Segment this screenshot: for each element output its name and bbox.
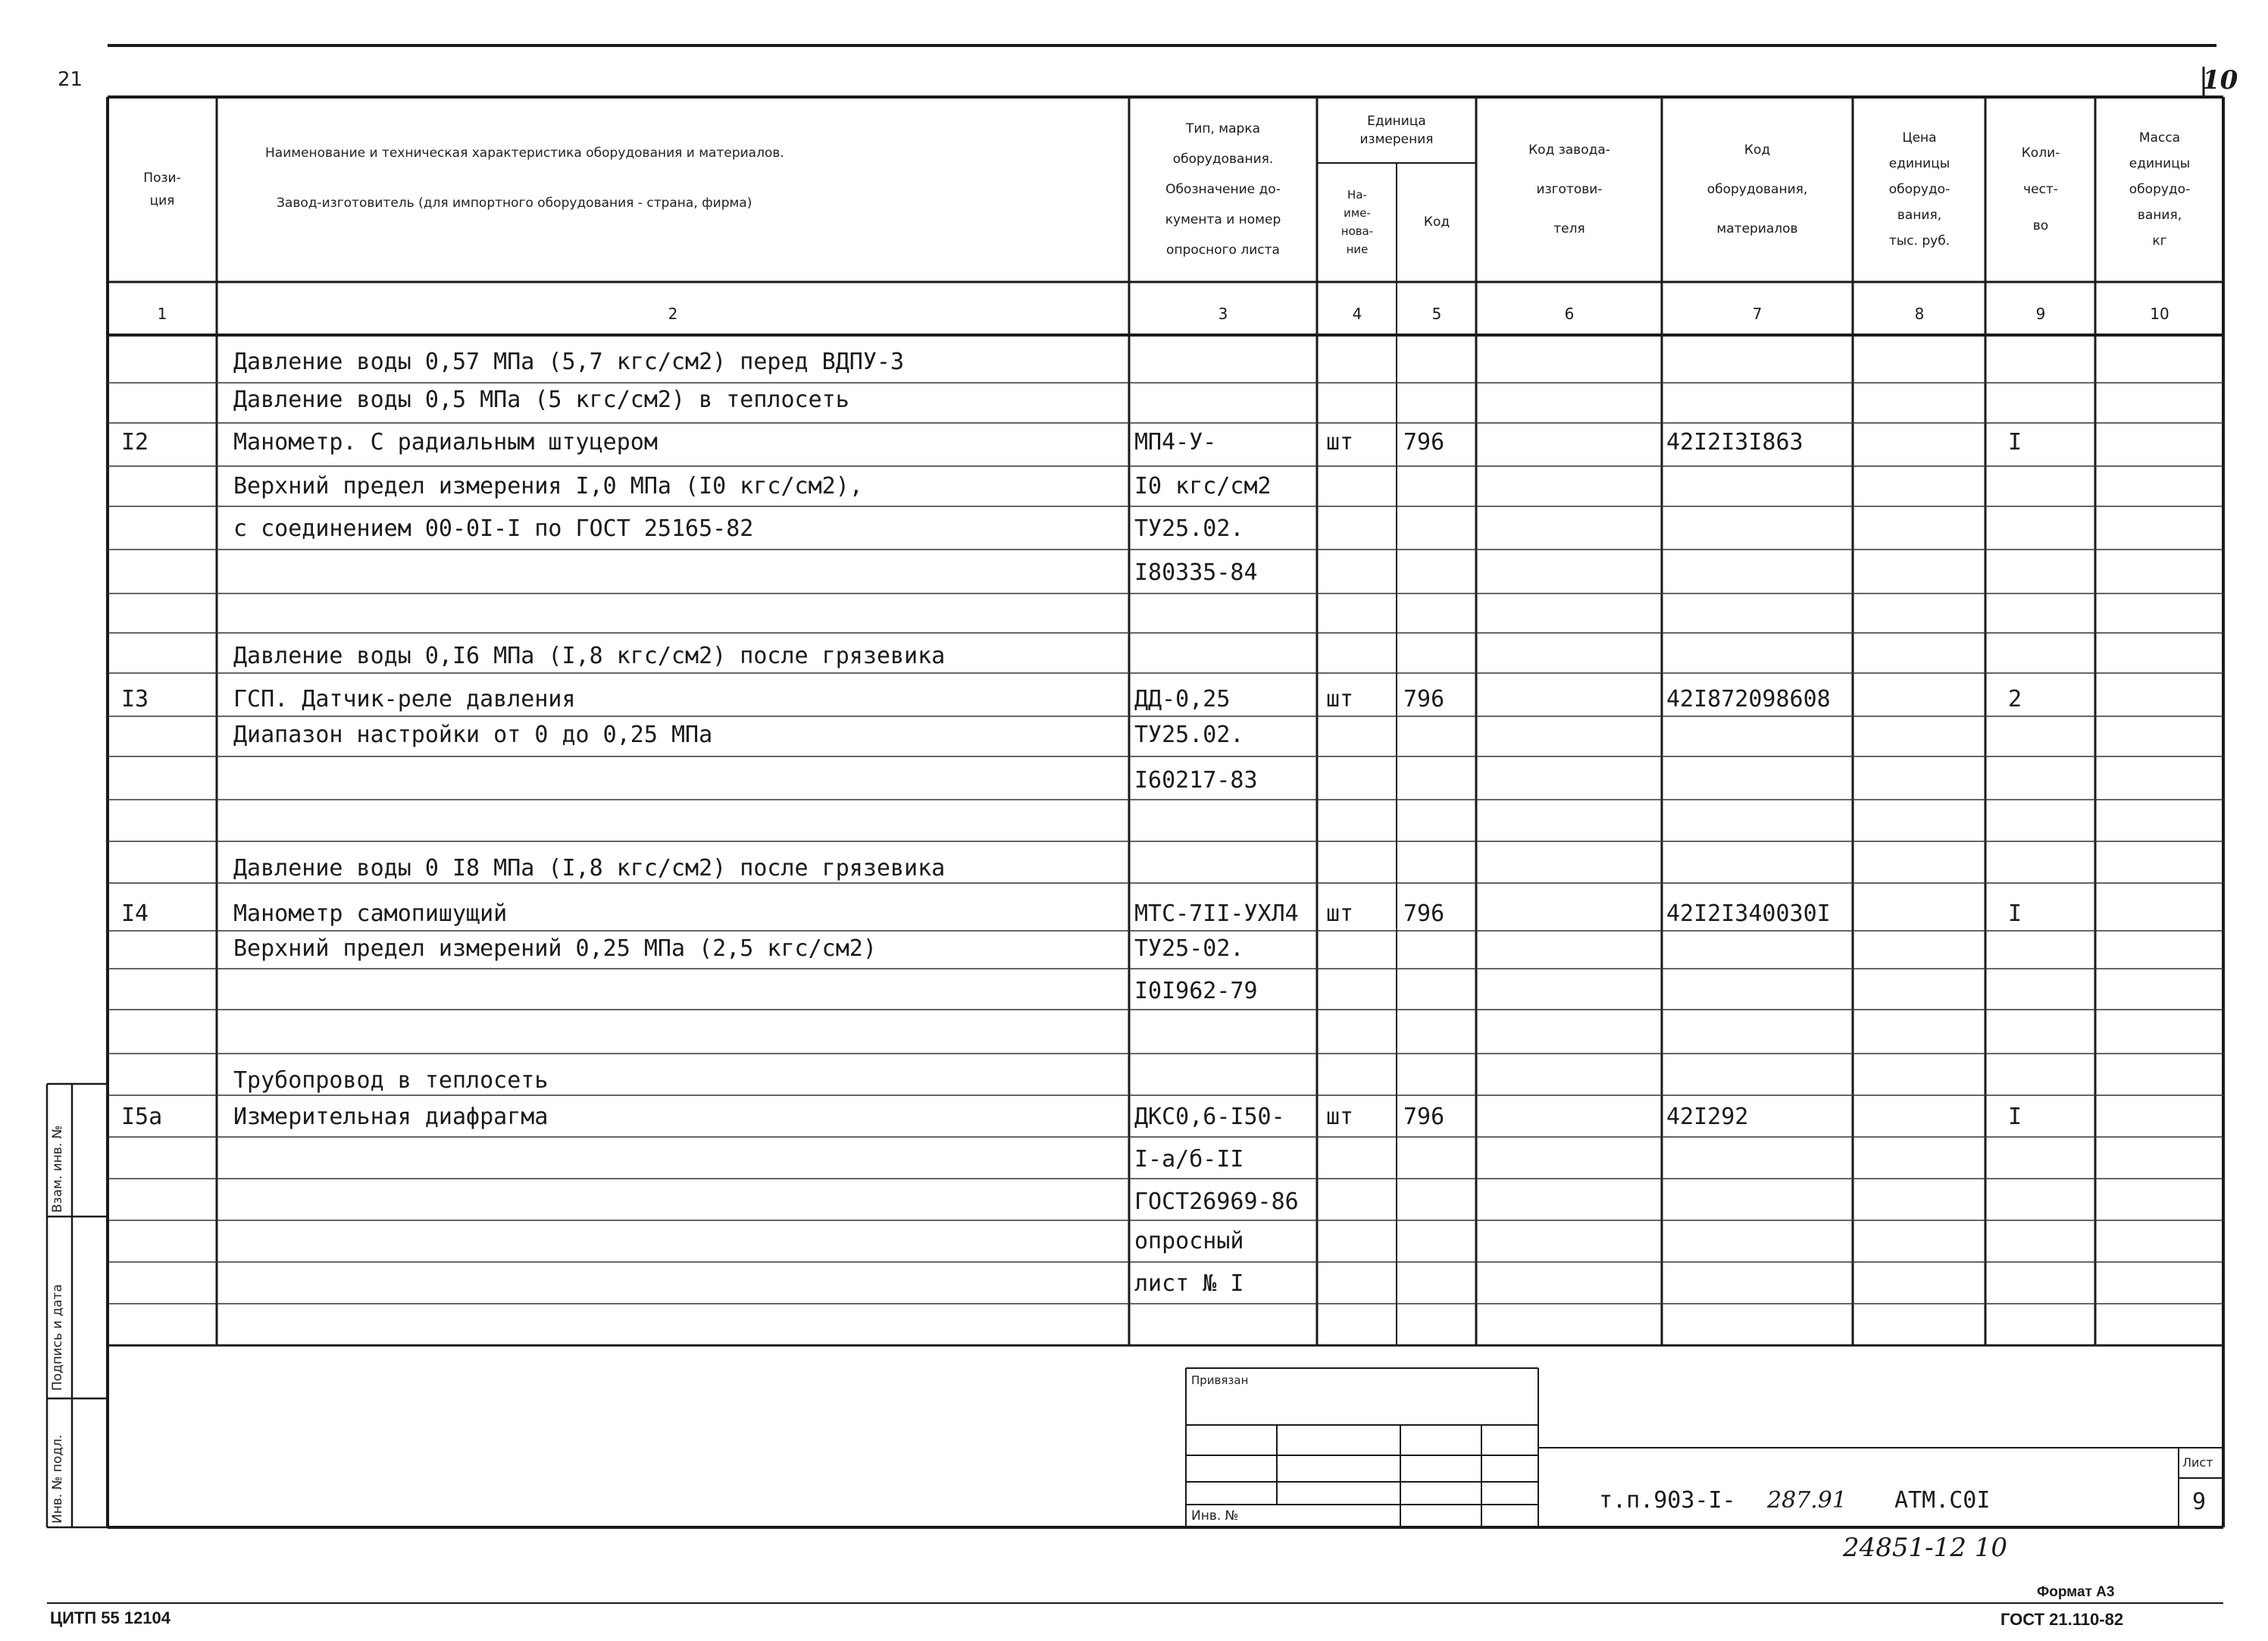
row-position: I3 [121, 686, 149, 712]
header-unit-name: На- име- нова- ние [1340, 188, 1374, 256]
header-name-line2: Завод-изготовитель (для импортного оборудования - страна, фирма) [277, 196, 752, 211]
footer-org: ЦИТП 55 12104 [50, 1608, 171, 1627]
row-type: МТС-7II-УХЛ4 [1134, 900, 1299, 927]
row-name: Диапазон настройки от 0 до 0,25 МПа [233, 722, 713, 748]
header-mass: Масса единицы оборудо- вания, кг [2129, 130, 2191, 249]
col-number: 3 [1218, 305, 1228, 323]
row-position: I4 [121, 900, 149, 927]
row-unit-code: 796 [1403, 686, 1445, 712]
corner-mark: 21 [58, 68, 83, 91]
stamp-project-hand: 287.91 [1767, 1487, 1847, 1514]
row-type: I0I962-79 [1134, 978, 1258, 1004]
row-position: I2 [121, 429, 149, 456]
row-type: I-а/б-II [1134, 1146, 1244, 1173]
header-unit: Единица измерения [1359, 114, 1434, 147]
row-name: Давление воды 0,I6 МПа (I,8 кгс/см2) после грязевика [233, 643, 946, 669]
stamp-project-prefix: т.п.903-I- [1599, 1487, 1736, 1514]
side-label-inv-podl: Инв. № подл. [50, 1434, 65, 1524]
row-quantity: 2 [2008, 686, 2022, 712]
col-number: 2 [668, 305, 678, 323]
row-unit-code: 796 [1403, 1104, 1445, 1130]
row-type: I80335-84 [1134, 559, 1258, 586]
row-quantity: I [2008, 1104, 2022, 1130]
row-unit: шт [1326, 686, 1354, 712]
col-number: 5 [1431, 305, 1442, 323]
row-unit-code: 796 [1403, 429, 1445, 456]
row-name: Давление воды 0 I8 МПа (I,8 кгс/см2) после грязевика [233, 855, 946, 882]
row-quantity: I [2008, 900, 2022, 927]
row-type: ТУ25.02. [1134, 722, 1244, 748]
row-unit: шт [1326, 429, 1354, 456]
stamp-inv-no: Инв. № [1191, 1508, 1239, 1524]
row-type: I60217-83 [1134, 767, 1258, 794]
row-type: ГОСТ26969-86 [1134, 1188, 1299, 1215]
stamp-doc-code: АТМ.С0I [1894, 1487, 1991, 1514]
col-number: 1 [157, 305, 167, 323]
col-number: 9 [2035, 305, 2046, 323]
row-type: I0 кгс/см2 [1134, 473, 1272, 500]
row-name: Верхний предел измерений 0,25 МПа (2,5 кгс/см2) [233, 935, 877, 962]
side-label-signature: Подпись и дата [50, 1284, 65, 1391]
row-name: Манометр самопишущий [233, 900, 508, 927]
header-quantity: Коли- чест- во [2021, 146, 2060, 233]
header-equipment-code: Код оборудования, материалов [1706, 142, 1808, 236]
row-type: ДКС0,6-I50- [1134, 1104, 1285, 1130]
header-position: Пози- ция [143, 171, 181, 208]
header-unit-code: Код [1423, 215, 1450, 230]
row-name: Манометр. С радиальным штуцером [233, 429, 658, 456]
row-type: лист № I [1134, 1270, 1244, 1297]
row-equipment-code: 42I292 [1666, 1104, 1749, 1130]
row-unit-code: 796 [1403, 900, 1445, 927]
row-type: МП4-У- [1134, 429, 1217, 456]
row-equipment-code: 42I2I340030I [1666, 900, 1831, 927]
col-number: 7 [1752, 305, 1763, 323]
row-name: Верхний предел измерения I,0 МПа (I0 кгс/см2), [233, 473, 863, 500]
side-label-vzam: Взам. инв. № [50, 1125, 65, 1213]
row-unit: шт [1326, 1104, 1354, 1130]
row-quantity: I [2008, 429, 2022, 456]
row-type: ДД-0,25 [1134, 686, 1231, 712]
stamp-privyazan: Привязан [1191, 1373, 1249, 1387]
row-name: с соединением 00-0I-I по ГОСТ 25165-82 [233, 515, 754, 542]
row-name: Давление воды 0,57 МПа (5,7 кгс/см2) перед ВДПУ-3 [233, 349, 905, 375]
header-maker-code: Код завода- изготови- теля [1528, 142, 1610, 236]
handwritten-number: 24851-12 10 [1843, 1533, 2007, 1563]
stamp-list-label: Лист [2182, 1455, 2213, 1470]
row-unit: шт [1326, 900, 1354, 927]
footer-format: Формат А3 [2037, 1584, 2115, 1600]
row-type: опросный [1134, 1228, 1244, 1254]
row-name: Измерительная диафрагма [233, 1104, 549, 1130]
row-equipment-code: 42I2I3I863 [1666, 429, 1803, 456]
header-name-line1: Наименование и техническая характеристика оборудования и материалов. [265, 146, 784, 161]
row-name: Давление воды 0,5 МПа (5 кгс/см2) в теплосеть [233, 387, 849, 413]
row-name: Трубопровод в теплосеть [233, 1067, 549, 1094]
row-type: ТУ25.02. [1134, 515, 1244, 542]
top-sheet-number: 10 [2202, 65, 2238, 96]
header-type: Тип, марка оборудования. Обозначение до- кумента и номер опросного листа [1165, 121, 1281, 258]
col-number: 10 [2150, 305, 2169, 323]
col-number: 8 [1914, 305, 1925, 323]
row-type: ТУ25-02. [1134, 935, 1244, 962]
row-equipment-code: 42I872098608 [1666, 686, 1831, 712]
row-name: ГСП. Датчик-реле давления [233, 686, 576, 712]
col-number: 6 [1564, 305, 1575, 323]
row-position: I5а [121, 1104, 163, 1130]
col-number: 4 [1352, 305, 1362, 323]
header-price: Цена единицы оборудо- вания, тыс. руб. [1888, 130, 1950, 249]
footer-gost: ГОСТ 21.110-82 [2001, 1610, 2124, 1629]
stamp-list-number: 9 [2192, 1489, 2207, 1515]
